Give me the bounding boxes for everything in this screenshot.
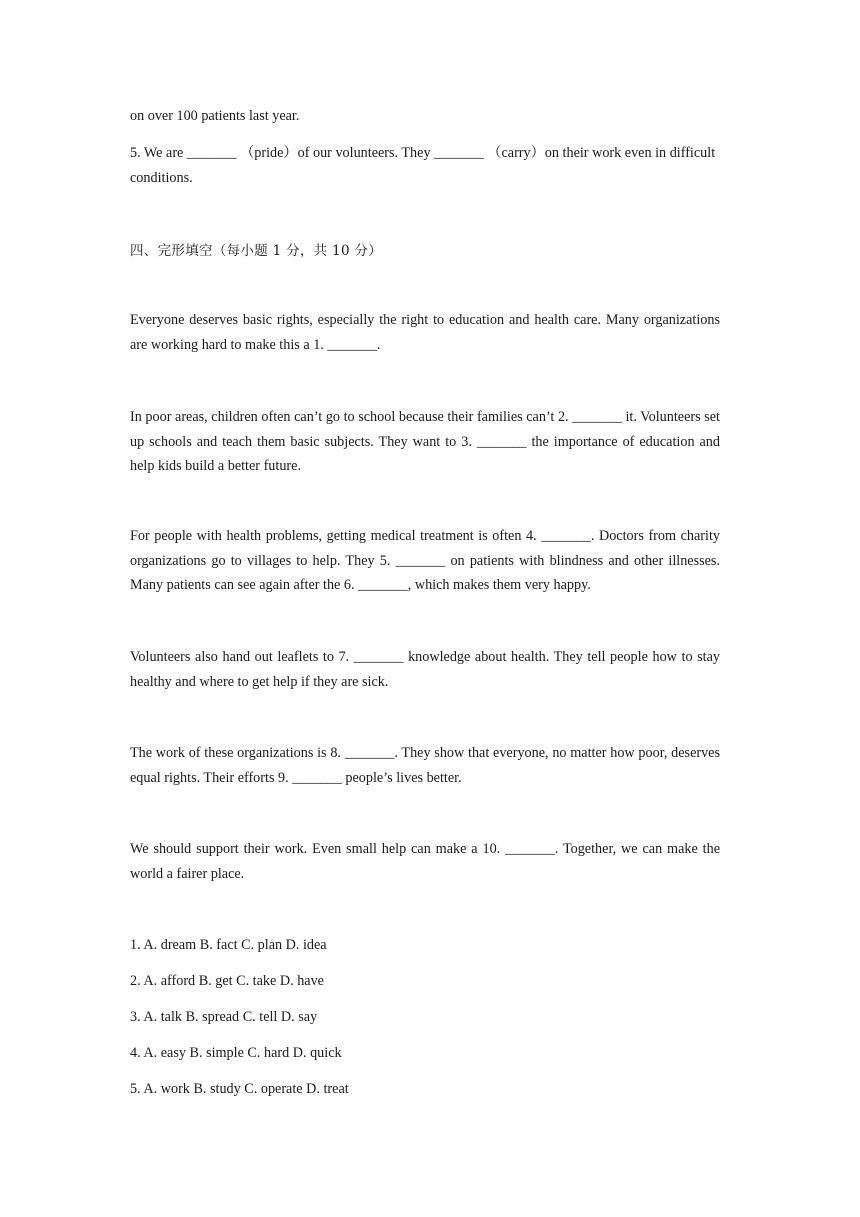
passage-paragraph-2: In poor areas, children often can’t go to school because their families can’t 2. _______ it. Volunteers set up schools and teach them basic subjects. They want to 3. _______ the importance of education and help kids build a better future. xyxy=(130,409,720,474)
previous-item-continuation: on over 100 patients last year. xyxy=(130,108,300,124)
option-line-1: 1. A. dream B. fact C. plan D. idea xyxy=(130,937,327,953)
passage-paragraph-5: The work of these organizations is 8. _______. They show that everyone, no matter how poor, deserves equal rights. Their efforts 9. _______ people’s lives better. xyxy=(130,745,720,786)
option-line-2: 2. A. afford B. get C. take D. have xyxy=(130,973,324,989)
fill-in-item-5: 5. We are _______ （pride）of our volunteers. They _______ （carry）on their work even in difficult conditions. xyxy=(130,145,716,186)
passage-paragraph-3: For people with health problems, getting medical treatment is often 4. _______. Doctors from charity organizations go to villages to help. They 5. _______ on patients with blindness and other illnesses. Many patients can see again after the 6. _______, which makes them very happy. xyxy=(130,528,720,593)
passage-paragraph-6: We should support their work. Even small help can make a 10. _______. Together, we can make the world a fairer place. xyxy=(130,841,720,882)
passage-paragraph-1: Everyone deserves basic rights, especially the right to education and health care. Many organizations are working hard to make this a 1. _______. xyxy=(130,312,720,353)
passage-paragraph-4: Volunteers also hand out leaflets to 7. _______ knowledge about health. They tell people how to stay healthy and where to get help if they are sick. xyxy=(130,649,720,690)
option-line-4: 4. A. easy B. simple C. hard D. quick xyxy=(130,1045,342,1061)
section-heading-cloze: 四、完形填空（每小题 1 分，共 10 分） xyxy=(130,243,383,259)
option-line-3: 3. A. talk B. spread C. tell D. say xyxy=(130,1009,318,1025)
option-line-5: 5. A. work B. study C. operate D. treat xyxy=(130,1081,349,1097)
